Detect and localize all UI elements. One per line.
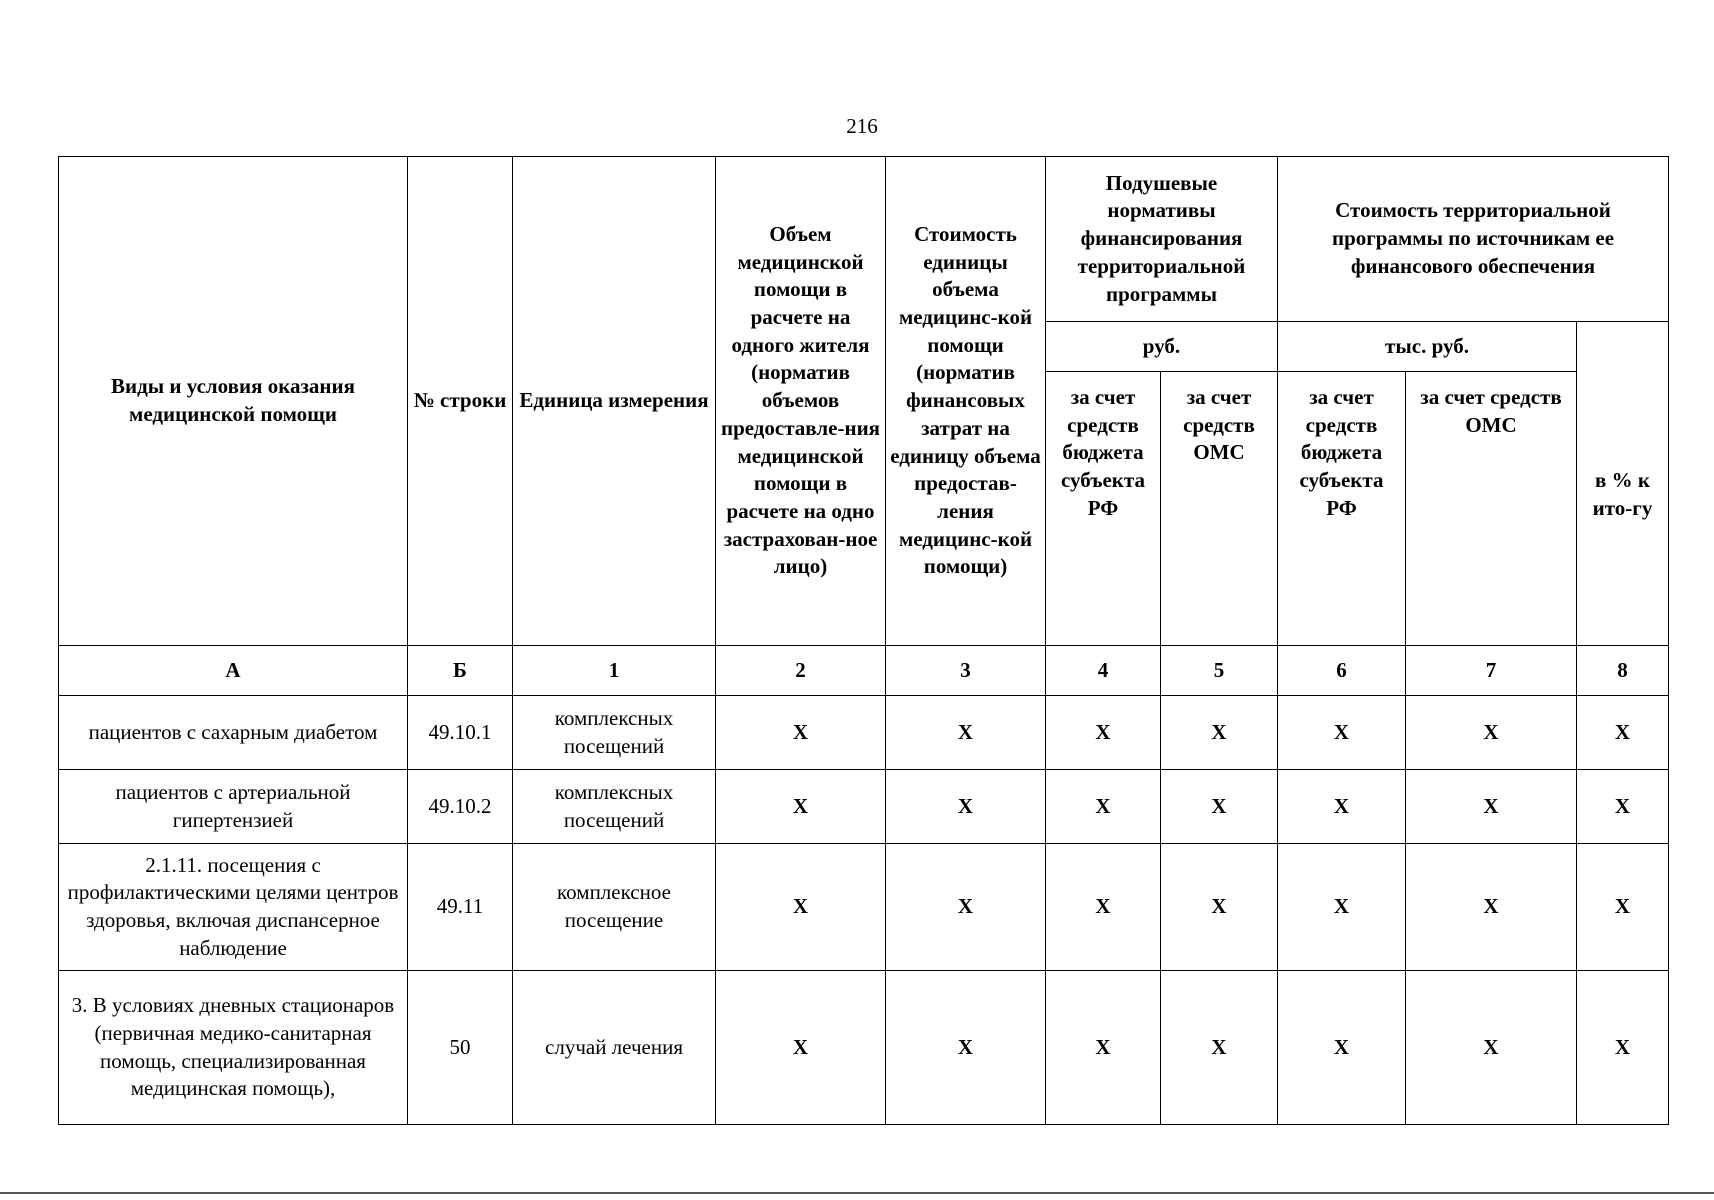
table-row bbox=[59, 696, 1669, 770]
row-name: 2.1.11. посещения с профилактическими целями центров здоровья, включая диспансерное наблюдение bbox=[59, 844, 408, 971]
row-cell: Х bbox=[1406, 696, 1577, 770]
row-cell: Х bbox=[1046, 696, 1161, 770]
row-cell: Х bbox=[716, 696, 886, 770]
page-edge-rule bbox=[0, 1192, 1714, 1194]
row-cell: Х bbox=[716, 971, 886, 1125]
row-name: 3. В условиях дневных стационаров (первичная медико-санитарная помощь, специализированная медицинская помощь), bbox=[59, 971, 408, 1125]
header-oms: за счет средств ОМС bbox=[1161, 372, 1278, 646]
column-letter: 2 bbox=[716, 646, 886, 696]
page-number: 216 bbox=[846, 114, 878, 138]
row-unit: случай лечения bbox=[513, 971, 716, 1125]
row-cell: Х bbox=[1577, 770, 1669, 844]
row-cell: Х bbox=[1278, 971, 1406, 1125]
header-kind: Виды и условия оказания медицинской помощи bbox=[59, 157, 408, 646]
header-unit: Единица измерения bbox=[513, 157, 716, 646]
header-per-capita: Подушевые нормативы финансирования территориальной программы bbox=[1046, 157, 1278, 322]
row-number: 49.10.2 bbox=[408, 770, 513, 844]
header-row-number: № строки bbox=[408, 157, 513, 646]
row-cell: Х bbox=[716, 770, 886, 844]
column-letter: 3 bbox=[886, 646, 1046, 696]
row-cell: Х bbox=[1278, 844, 1406, 971]
row-cell: Х bbox=[886, 696, 1046, 770]
header-rub: руб. bbox=[1046, 322, 1278, 372]
row-cell: Х bbox=[1046, 770, 1161, 844]
header-volume: Объем медицинской помощи в расчете на одного жителя (норматив объемов предоставле-ния медицинской помощи в расчете на одно застрахован-ное лицо) bbox=[716, 157, 886, 646]
row-cell: Х bbox=[1406, 971, 1577, 1125]
row-unit: комплексное посещение bbox=[513, 844, 716, 971]
column-letter: 7 bbox=[1406, 646, 1577, 696]
column-letter: 5 bbox=[1161, 646, 1278, 696]
row-cell: Х bbox=[1278, 770, 1406, 844]
row-cell: Х bbox=[886, 971, 1046, 1125]
row-unit: комплексных посещений bbox=[513, 770, 716, 844]
row-cell: Х bbox=[1161, 770, 1278, 844]
table-row bbox=[59, 844, 1669, 971]
header-percent: в % к ито-гу bbox=[1577, 322, 1669, 646]
row-number: 50 bbox=[408, 971, 513, 1125]
row-cell: Х bbox=[1406, 770, 1577, 844]
column-letter: 6 bbox=[1278, 646, 1406, 696]
header-program-cost: Стоимость территориальной программы по источникам ее финансового обеспечения bbox=[1278, 157, 1669, 322]
row-cell: Х bbox=[1161, 844, 1278, 971]
row-cell: Х bbox=[1161, 696, 1278, 770]
row-name: пациентов с сахарным диабетом bbox=[59, 696, 408, 770]
row-cell: Х bbox=[716, 844, 886, 971]
row-cell: Х bbox=[1577, 844, 1669, 971]
row-cell: Х bbox=[886, 770, 1046, 844]
table-row bbox=[59, 971, 1669, 1125]
column-letter: Б bbox=[408, 646, 513, 696]
row-unit: комплексных посещений bbox=[513, 696, 716, 770]
header-thous-rub: тыс. руб. bbox=[1278, 322, 1577, 372]
row-number: 49.10.1 bbox=[408, 696, 513, 770]
row-cell: Х bbox=[1577, 971, 1669, 1125]
row-cell: Х bbox=[1406, 844, 1577, 971]
header-oms-2: за счет средств ОМС bbox=[1406, 372, 1577, 646]
row-number: 49.11 bbox=[408, 844, 513, 971]
table-row bbox=[59, 770, 1669, 844]
row-cell: Х bbox=[1046, 971, 1161, 1125]
row-cell: Х bbox=[1577, 696, 1669, 770]
column-letter: А bbox=[59, 646, 408, 696]
row-cell: Х bbox=[1161, 971, 1278, 1125]
header-budget: за счет средств бюджета субъекта РФ bbox=[1046, 372, 1161, 646]
row-name: пациентов с артериальной гипертензией bbox=[59, 770, 408, 844]
column-letter: 1 bbox=[513, 646, 716, 696]
column-letter: 8 bbox=[1577, 646, 1669, 696]
column-letters-row bbox=[59, 646, 1669, 696]
header-budget-2: за счет средств бюджета субъекта РФ bbox=[1278, 372, 1406, 646]
row-cell: Х bbox=[886, 844, 1046, 971]
row-cell: Х bbox=[1278, 696, 1406, 770]
header-cost: Стоимость единицы объема медицинс-кой помощи (норматив финансовых затрат на единицу объема предостав-ления медицинс-кой помощи) bbox=[886, 157, 1046, 646]
program-cost-table bbox=[58, 156, 1669, 1125]
row-cell: Х bbox=[1046, 844, 1161, 971]
column-letter: 4 bbox=[1046, 646, 1161, 696]
